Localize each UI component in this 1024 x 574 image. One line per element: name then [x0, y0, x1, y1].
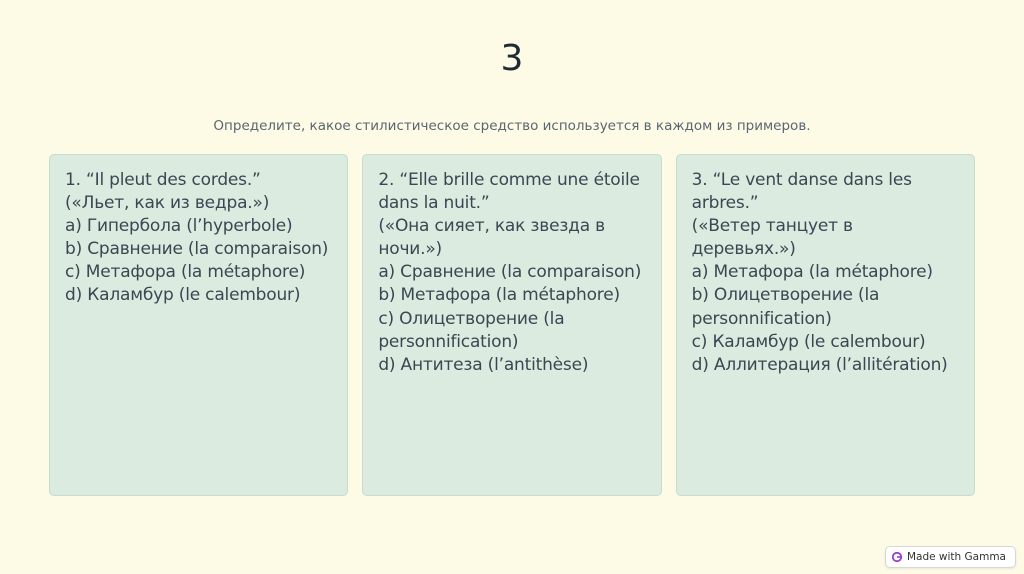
- question-card-1: [49, 154, 348, 496]
- slide-title: 3: [500, 38, 524, 79]
- slide-subtitle: Определите, какое стилистическое средство используется в каждом из примеров.: [213, 118, 811, 134]
- card-line: b) Олицетворение (la: [691, 285, 880, 306]
- card-line: 1. “Il pleut des cordes.”: [65, 170, 261, 190]
- card-line: ночи.»): [378, 239, 442, 260]
- card-line: («Ветер танцует в деревьях.»): [691, 216, 853, 260]
- card-line: d) Аллитерация (l’allitération): [691, 354, 948, 375]
- card-line: b) Метафора (la métaphore): [378, 285, 620, 306]
- card-line: b) Сравнение (la comparaison): [65, 239, 329, 260]
- badge-label: Made with Gamma: [906, 551, 1006, 563]
- card-line: c) Олицетворение (la: [378, 308, 565, 329]
- card-line: personnification): [378, 331, 519, 352]
- card-line: 3. “Le vent danse dans les: [691, 170, 912, 190]
- card-line: a) Сравнение (la comparaison): [378, 262, 642, 283]
- card-line: («Льет, как из ведра.»): [65, 193, 270, 214]
- card-line: arbres.”: [691, 193, 759, 214]
- question-card-2: [362, 154, 661, 496]
- card-line: («Она сияет, как звезда в: [378, 216, 605, 237]
- gamma-logo-icon: [892, 552, 902, 562]
- made-with-gamma-badge[interactable]: [885, 546, 1016, 568]
- question-card-3: [676, 154, 975, 496]
- card-line: a) Метафора (la métaphore): [691, 262, 933, 283]
- card-line: c) Метафора (la métaphore): [65, 262, 306, 283]
- card-line: dans la nuit.”: [378, 193, 490, 214]
- card-line: a) Гипербола (l’hyperbole): [65, 216, 293, 237]
- card-line: c) Каламбур (le calembour): [691, 331, 926, 352]
- card-line: personnification): [691, 308, 832, 329]
- card-line: d) Каламбур (le calembour): [65, 285, 301, 306]
- card-line: d) Антитеза (l’antithèse): [378, 354, 589, 375]
- card-line: 2. “Elle brille comme une étoile: [378, 170, 640, 190]
- question-cards: [49, 154, 975, 496]
